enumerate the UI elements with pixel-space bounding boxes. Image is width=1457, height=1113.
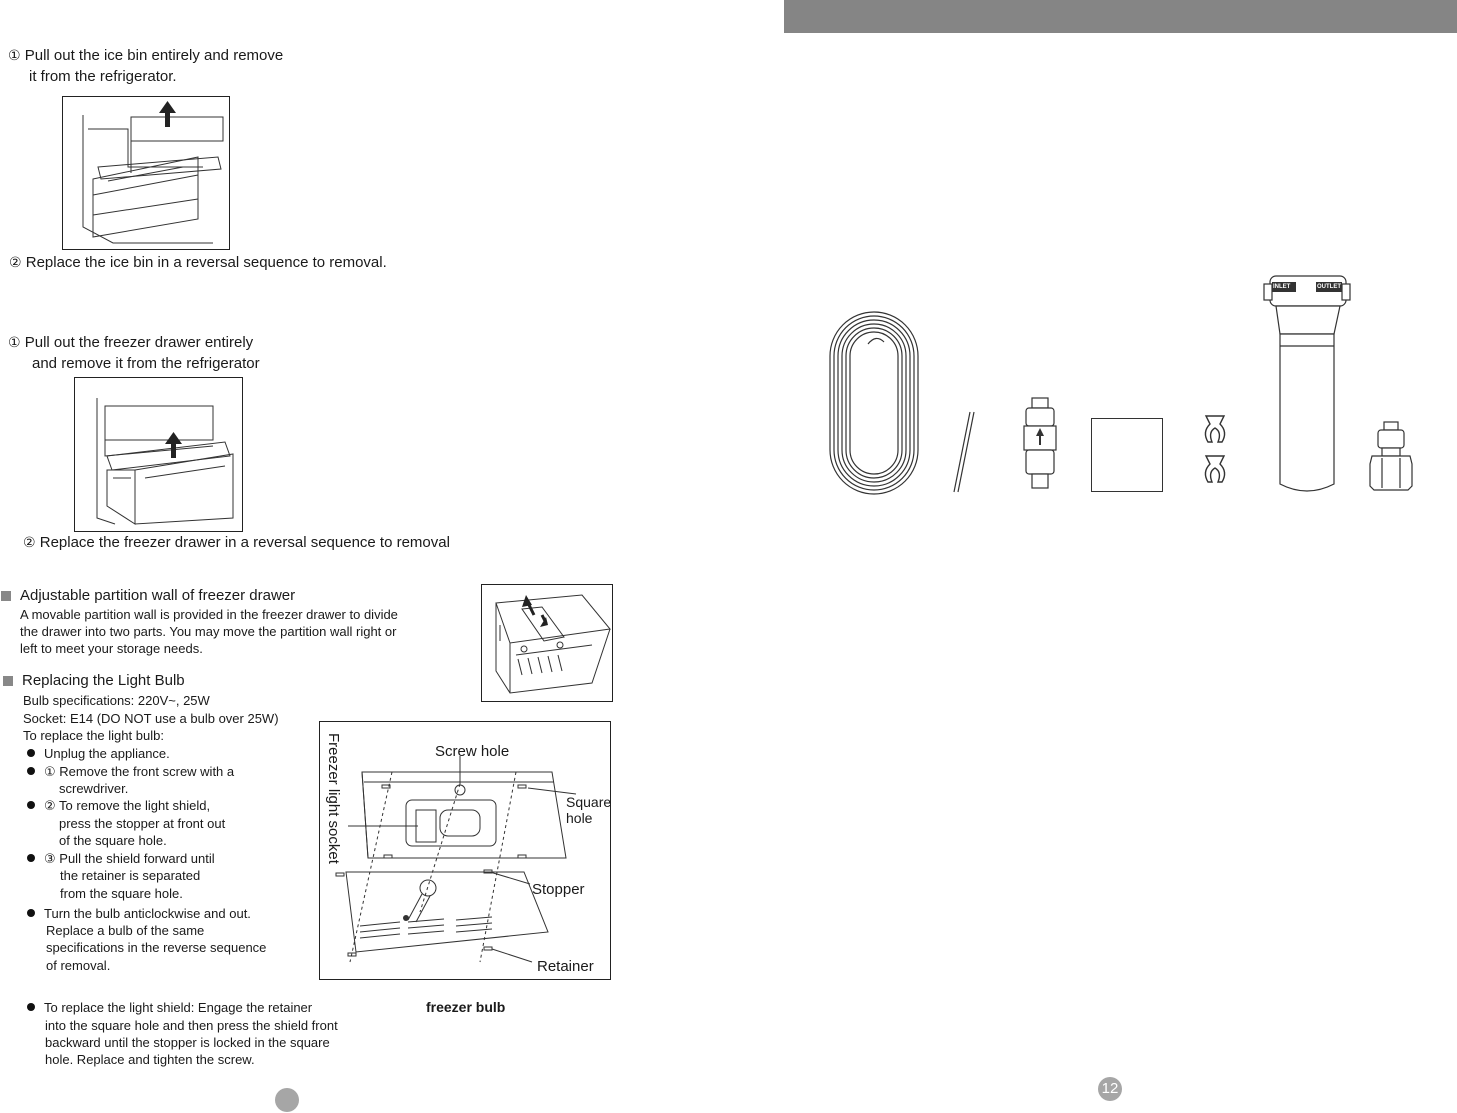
water-filter bbox=[1262, 270, 1352, 496]
bulb-title: Replacing the Light Bulb bbox=[22, 672, 185, 689]
filter-inlet-label: INLET bbox=[1273, 284, 1291, 290]
bulb-shield-line1: To replace the light shield: Engage the retainer bbox=[44, 1000, 313, 1015]
bullet-dot bbox=[27, 854, 35, 862]
partition-illustration bbox=[481, 584, 613, 702]
water-tube-coil bbox=[826, 308, 926, 498]
page-number: 12 bbox=[1098, 1077, 1122, 1101]
connector-fitting bbox=[1018, 394, 1062, 494]
partition-line-1: A movable partition wall is provided in the freezer drawer to divide bbox=[20, 607, 398, 622]
freezer-drawer-step1 bbox=[8, 334, 253, 351]
step-number: ② bbox=[9, 254, 22, 270]
bulb-step2-line2: press the stopper at front out bbox=[59, 816, 226, 831]
bulb-step2-line1: To remove the light shield, bbox=[59, 798, 211, 813]
freezer-light-socket-label: Freezer light socket bbox=[325, 733, 342, 864]
socket-label-wrap bbox=[322, 733, 342, 873]
freezer-drawer-step1-line1: Pull out the freezer drawer entirely bbox=[24, 334, 254, 351]
bullet-dot bbox=[27, 801, 35, 809]
retainer-label: Retainer bbox=[537, 958, 594, 975]
bulb-spec-2: Socket: E14 (DO NOT use a bulb over 25W) bbox=[23, 711, 279, 726]
bulb-unplug-text: Unplug the appliance. bbox=[44, 746, 170, 761]
bulb-unplug bbox=[27, 745, 170, 763]
bulb-step3 bbox=[27, 850, 215, 868]
bulb-intro: To replace the light bulb: bbox=[23, 728, 164, 743]
bulb-turn-line2: Replace a bulb of the same bbox=[46, 923, 205, 938]
bulb-spec-1: Bulb specifications: 220V~, 25W bbox=[23, 693, 210, 708]
bulb-step3-line2: the retainer is separated bbox=[60, 868, 201, 883]
bulb-shield bbox=[27, 999, 312, 1017]
ice-bin-step2 bbox=[9, 254, 387, 271]
filter-outlet-label: OUTLET bbox=[1317, 284, 1341, 290]
bulb-step1 bbox=[27, 763, 234, 781]
bulb-turn bbox=[27, 905, 251, 923]
bullet-dot bbox=[27, 909, 35, 917]
freezer-drawer-step1-line2: and remove it from the refrigerator bbox=[32, 355, 260, 372]
ice-bin-illustration bbox=[62, 96, 230, 250]
bulb-step3-line1: Pull the shield forward until bbox=[59, 851, 215, 866]
section-marker-square bbox=[1, 591, 11, 601]
ice-bin-step1-line2: it from the refrigerator. bbox=[29, 68, 177, 85]
step-number: ① bbox=[44, 764, 56, 779]
bulb-turn-line1: Turn the bulb anticlockwise and out. bbox=[44, 906, 251, 921]
square-hole-label-line1: Square bbox=[566, 794, 612, 810]
bulb-step1-line1: Remove the front screw with a bbox=[59, 764, 235, 779]
step-number: ② bbox=[23, 534, 36, 550]
bulb-step2 bbox=[27, 797, 210, 815]
bullet-dot bbox=[27, 767, 35, 775]
bulb-step1-line2: screwdriver. bbox=[59, 781, 129, 796]
square-hole-label bbox=[566, 794, 611, 826]
freezer-drawer-illustration bbox=[74, 377, 243, 532]
freezer-drawer-step2 bbox=[23, 534, 450, 551]
square-hole-label-line2: hole bbox=[566, 810, 593, 826]
bulb-turn-line4: of removal. bbox=[46, 958, 111, 973]
tube-clips bbox=[1198, 412, 1232, 492]
bulb-step2-line3: of the square hole. bbox=[59, 833, 167, 848]
step-number: ① bbox=[8, 334, 21, 350]
step-number: ① bbox=[8, 47, 21, 63]
bulb-step3-line3: from the square hole. bbox=[60, 886, 183, 901]
page-number-circle-left bbox=[275, 1088, 299, 1112]
freezer-bulb-caption: freezer bulb bbox=[426, 999, 506, 1015]
bulb-shield-line2: into the square hole and then press the shield front bbox=[45, 1018, 338, 1033]
freezer-drawer-step2-text: Replace the freezer drawer in a reversal sequence to removal bbox=[39, 534, 450, 551]
tube-piece bbox=[948, 408, 978, 498]
ice-bin-step1-line1: Pull out the ice bin entirely and remove bbox=[24, 47, 284, 64]
section-marker-square bbox=[3, 676, 13, 686]
ice-bin-step2-text: Replace the ice bin in a reversal sequence to removal. bbox=[25, 254, 387, 271]
partition-line-2: the drawer into two parts. You may move the partition wall right or bbox=[20, 624, 397, 639]
partition-line-3: left to meet your storage needs. bbox=[20, 641, 203, 656]
page-header-bar bbox=[784, 0, 1457, 33]
step-number: ③ bbox=[44, 851, 56, 866]
bulb-turn-line3: specifications in the reverse sequence bbox=[46, 940, 267, 955]
bulb-shield-line4: hole. Replace and tighten the screw. bbox=[45, 1052, 255, 1067]
step-number: ② bbox=[44, 798, 56, 813]
bullet-dot bbox=[27, 1003, 35, 1011]
screw-hole-label: Screw hole bbox=[435, 743, 510, 760]
partition-title: Adjustable partition wall of freezer drawer bbox=[20, 587, 296, 604]
bulb-shield-line3: backward until the stopper is locked in the square bbox=[45, 1035, 330, 1050]
stopper-label: Stopper bbox=[532, 881, 585, 898]
valve-adapter bbox=[1368, 420, 1414, 494]
ice-bin-step1 bbox=[8, 47, 283, 64]
bullet-dot bbox=[27, 749, 35, 757]
adhesive-pad bbox=[1091, 418, 1163, 492]
